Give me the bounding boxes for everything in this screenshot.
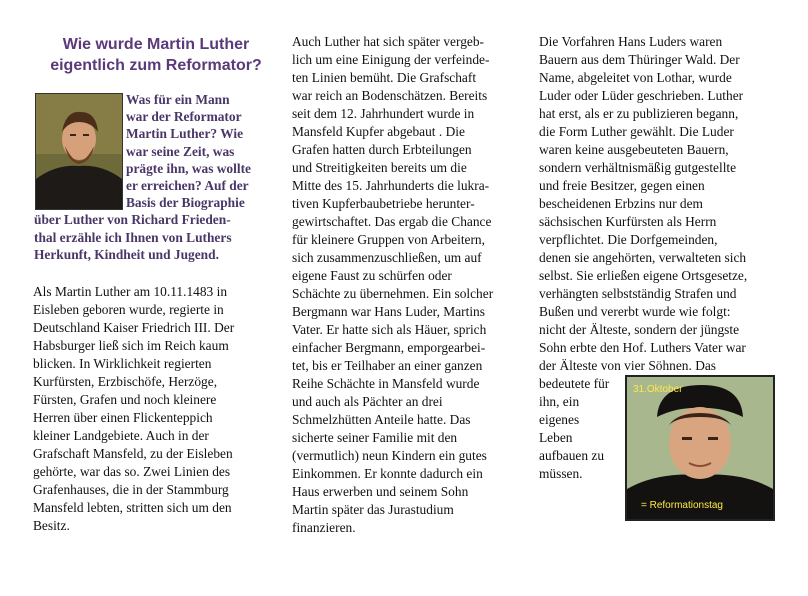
text-line: bescheidenen Erbzins nur dem xyxy=(539,196,703,211)
text-line: Grafschaft Mansfeld, zu der Eisleben xyxy=(33,446,233,461)
text-line: Grafenhauses, die in der Stammburg xyxy=(33,482,229,497)
text-line: sächsischen Kurfürsten als Herrn xyxy=(539,214,717,229)
text-line: nicht der Älteste, sondern der jüngste xyxy=(539,322,740,337)
text-line: Herren über einen Flickenteppich xyxy=(33,410,213,425)
text-line: Mansfeld Kupfer abgebaut . Die xyxy=(292,124,465,139)
title-line-2: eigentlich zum Reformator? xyxy=(50,57,262,74)
text-line: gewirtschaftet. Das ergab die Chance xyxy=(292,214,492,229)
text-line: und freie Besitzer, gegen einen xyxy=(539,178,705,193)
intro-line: er erreichen? Auf der xyxy=(126,178,249,194)
text-line: Schmelzhütten Anteile hatte. Das xyxy=(292,412,471,427)
text-line: Auch Luther hat sich später vergeb- xyxy=(292,34,484,49)
text-line: Die Vorfahren Hans Luders waren xyxy=(539,34,723,49)
text-line: finanzieren. xyxy=(292,520,356,535)
text-line: eigenes xyxy=(539,412,580,427)
text-line: Reihe Schächte in Mansfeld wurde xyxy=(292,376,480,391)
text-line: gehörte, war das so. Zwei Linien des xyxy=(33,464,231,479)
text-line: (vermutlich) neun Kindern ein gutes xyxy=(292,448,487,463)
text-line: hat erst, als er zu publizieren begann, xyxy=(539,106,739,121)
text-line: Bergmann war Hans Luder, Martins xyxy=(292,304,485,319)
text-line: Kurfürsten, Erzbischöfe, Herzöge, xyxy=(33,374,218,389)
text-line: Deutschland Kaiser Friedrich III. Der xyxy=(33,320,235,335)
text-line: Leben xyxy=(539,430,573,445)
text-line: müssen. xyxy=(539,466,583,481)
text-line: bedeutete für xyxy=(539,376,610,391)
portrait-date-label: 31.Oktober xyxy=(633,384,683,395)
text-line: Haus erwerben und seinem Sohn xyxy=(292,484,469,499)
text-line: lich um eine Einigung der verfeinde- xyxy=(292,52,490,67)
text-line: eigene Faust zu schürfen oder xyxy=(292,268,452,283)
text-line: Habsburger ließ sich im Reich kaum xyxy=(33,338,229,353)
text-line: seit dem 12. Jahrhundert wurde in xyxy=(292,106,475,121)
text-line: Luder oder Lüder geschrieben. Luther xyxy=(539,88,744,103)
intro-line: Herkunft, Kindheit und Jugend. xyxy=(34,246,219,262)
text-line: für kleinere Gruppen von Arbeitern, xyxy=(292,232,485,247)
text-line: tet, bis er Teilhaber an einer ganzen xyxy=(292,358,483,373)
text-line: Eisleben geboren wurde, regierte in xyxy=(33,302,224,317)
text-line: der Älteste von vier Söhnen. Das xyxy=(539,358,717,373)
text-line: und auch als Pächter an drei xyxy=(292,394,443,409)
text-line: ten Linien bemüht. Die Grafschaft xyxy=(292,70,477,85)
paragraph-column-2 xyxy=(292,33,527,537)
text-line: blicken. In Wirklichkeit regierten xyxy=(33,356,212,371)
text-line: die Form Luther gewählt. Die Luder xyxy=(539,124,734,139)
text-line: waren keine ausgebeuteten Bauern, xyxy=(539,142,729,157)
text-line: selbst. Sie erließen eigene Ortsgesetze, xyxy=(539,268,748,283)
intro-line: Was für ein Mann xyxy=(126,92,230,107)
portrait-caption-label: = Reformationstag xyxy=(641,500,723,511)
text-line: verpflichtet. Die Dorfgemeinden, xyxy=(539,232,718,247)
text-line: war reich an Bodenschätzen. Bereits xyxy=(292,88,488,103)
text-line: sich zusammenzuschließen, um auf xyxy=(292,250,482,265)
intro-line: war seine Zeit, was xyxy=(126,143,235,159)
text-line: Schächte zu übernehmen. Ein solcher xyxy=(292,286,494,301)
text-line: Einkommen. Er konnte dadurch ein xyxy=(292,466,483,481)
text-line: Bußen und vererbt wurde wie folgt: xyxy=(539,304,731,319)
text-line: denen sie angehörten, verwalteten sich xyxy=(539,250,747,265)
intro-line: Basis der Biographie xyxy=(126,195,245,211)
text-line: Vater. Er hatte sich als Häuer, sprich xyxy=(292,322,487,337)
intro-line: thal erzähle ich Ihnen von Luthers xyxy=(34,229,232,245)
text-line: Martin später das Jurastudium xyxy=(292,502,454,517)
text-line: ihn, ein xyxy=(539,394,580,409)
text-line: Bauern aus dem Thüringer Wald. Der xyxy=(539,52,740,67)
title-line-1: Wie wurde Martin Luther xyxy=(62,36,250,53)
text-line: Grafen hatten durch Erbteilungen xyxy=(292,142,472,157)
paragraph-column-1 xyxy=(33,283,273,535)
intro-text xyxy=(34,91,274,263)
text-line: aufbauen zu xyxy=(539,448,605,463)
text-line: kleiner Landgebiete. Auch in der xyxy=(33,428,209,443)
text-line: und Streitigkeiten bereits um die xyxy=(292,160,467,175)
article-title xyxy=(36,34,276,76)
text-line: sondern verhältnismäßig gutgestellte xyxy=(539,160,737,175)
text-line: verhängten selbstständig Strafen und xyxy=(539,286,737,301)
text-line: tiven Kupferbaubetriebe herunter- xyxy=(292,196,475,211)
text-line: sicherte seiner Familie mit den xyxy=(292,430,458,445)
text-line: Besitz. xyxy=(33,518,70,533)
text-line: Fürsten, Grafen und noch kleinere xyxy=(33,392,217,407)
text-line: einfacher Bergmann, emporgearbei- xyxy=(292,340,486,355)
intro-line: war der Reformator xyxy=(126,109,242,125)
intro-line: über Luther von Richard Frieden- xyxy=(34,212,231,228)
text-line: Sohn erbte den Hof. Luthers Vater war xyxy=(539,340,746,355)
text-line: Mansfeld lebten, stritten sich um den xyxy=(33,500,232,515)
text-line: Mitte des 15. Jahrhunderts die lukra- xyxy=(292,178,490,193)
text-line: Als Martin Luther am 10.11.1483 in xyxy=(33,284,228,299)
intro-line: Martin Luther? Wie xyxy=(126,126,244,142)
text-line: Name, abgeleitet von Lothar, wurde xyxy=(539,70,732,85)
intro-line: prägte ihn, was wollte xyxy=(126,160,251,176)
